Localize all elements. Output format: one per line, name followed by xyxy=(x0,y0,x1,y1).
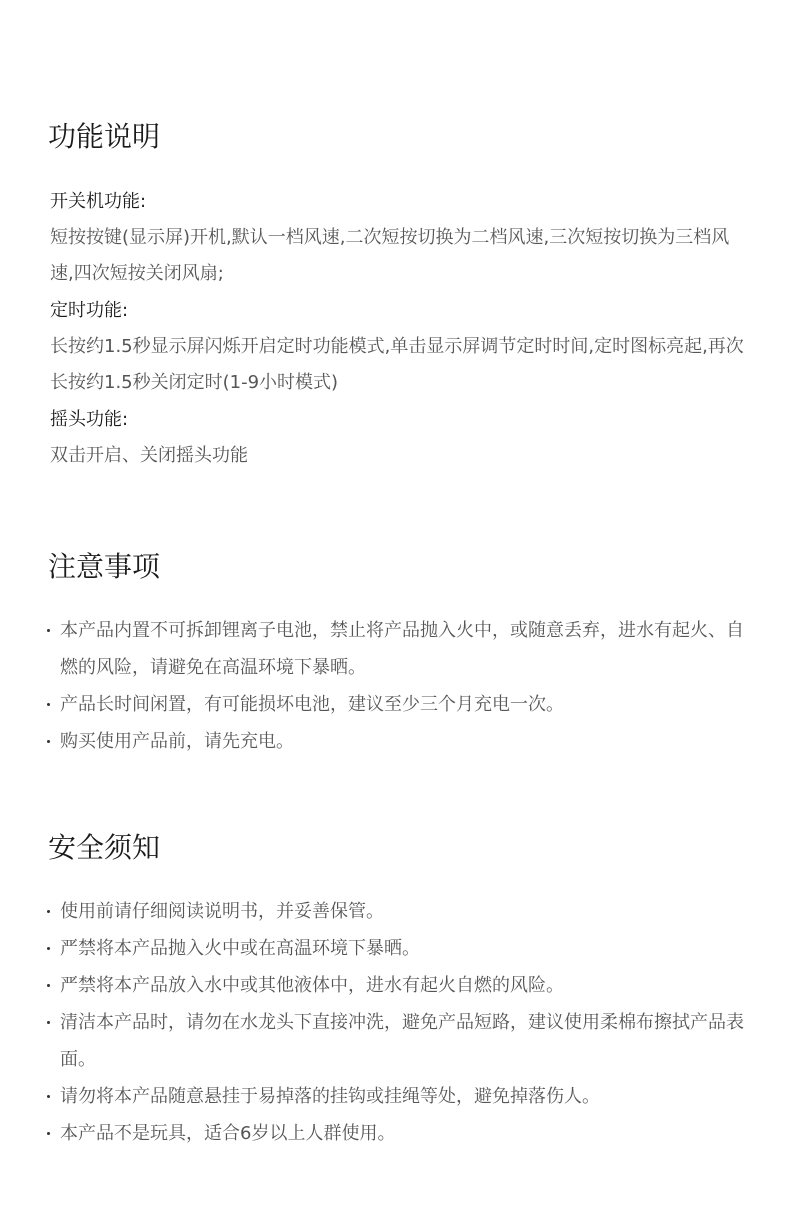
list-item: 本产品内置不可拆卸锂离子电池，禁止将产品抛入火中，或随意丢弃，进水有起火、自燃的风险，请避免在高温环境下暴晒。 xyxy=(46,612,756,686)
section-title-precautions: 注意事项 xyxy=(48,550,161,583)
oscillation-function-text: 双击开启、关闭摇头功能 xyxy=(50,445,248,466)
timer-function-text: 长按约1.5秒显示屏闪烁开启定时功能模式,单击显示屏调节定时时间,定时图标亮起,再次长按约1.5秒关闭定时(1-9小时模式) xyxy=(50,336,744,393)
bullet-dot-icon xyxy=(47,1021,50,1024)
timer-function-heading: 定时功能: xyxy=(50,300,129,321)
bullet-dot-icon xyxy=(47,910,50,913)
list-item: 清洁本产品时，请勿在水龙头下直接冲洗，避免产品短路，建议使用柔棉布擦拭产品表面。 xyxy=(46,1004,756,1078)
list-item: 严禁将本产品放入水中或其他液体中，进水有起火自燃的风险。 xyxy=(46,967,756,1004)
precautions-list xyxy=(46,612,756,760)
section-title-functions: 功能说明 xyxy=(48,120,161,153)
list-item: 使用前请仔细阅读说明书，并妥善保管。 xyxy=(46,893,756,930)
bullet-dot-icon xyxy=(47,1132,50,1135)
bullet-dot-icon xyxy=(47,984,50,987)
bullet-dot-icon xyxy=(47,947,50,950)
power-function-heading: 开关机功能: xyxy=(50,191,147,212)
list-item: 产品长时间闲置，有可能损坏电池，建议至少三个月充电一次。 xyxy=(46,686,756,723)
safety-list xyxy=(46,893,756,1152)
bullet-dot-icon xyxy=(47,1095,50,1098)
list-item: 严禁将本产品抛入火中或在高温环境下暴晒。 xyxy=(46,930,756,967)
bullet-dot-icon xyxy=(47,629,50,632)
oscillation-function-heading: 摇头功能: xyxy=(50,409,129,430)
list-item: 请勿将本产品随意悬挂于易掉落的挂钩或挂绳等处，避免掉落伤人。 xyxy=(46,1078,756,1115)
section-title-safety: 安全须知 xyxy=(48,831,161,864)
bullet-dot-icon xyxy=(47,740,50,743)
power-function-text: 短按按键(显示屏)开机,默认一档风速,二次短按切换为二档风速,三次短按切换为三档风速,四次短按关闭风扇; xyxy=(50,227,730,284)
list-item: 本产品不是玩具，适合6岁以上人群使用。 xyxy=(46,1115,756,1152)
bullet-dot-icon xyxy=(47,703,50,706)
list-item: 购买使用产品前，请先充电。 xyxy=(46,723,756,760)
